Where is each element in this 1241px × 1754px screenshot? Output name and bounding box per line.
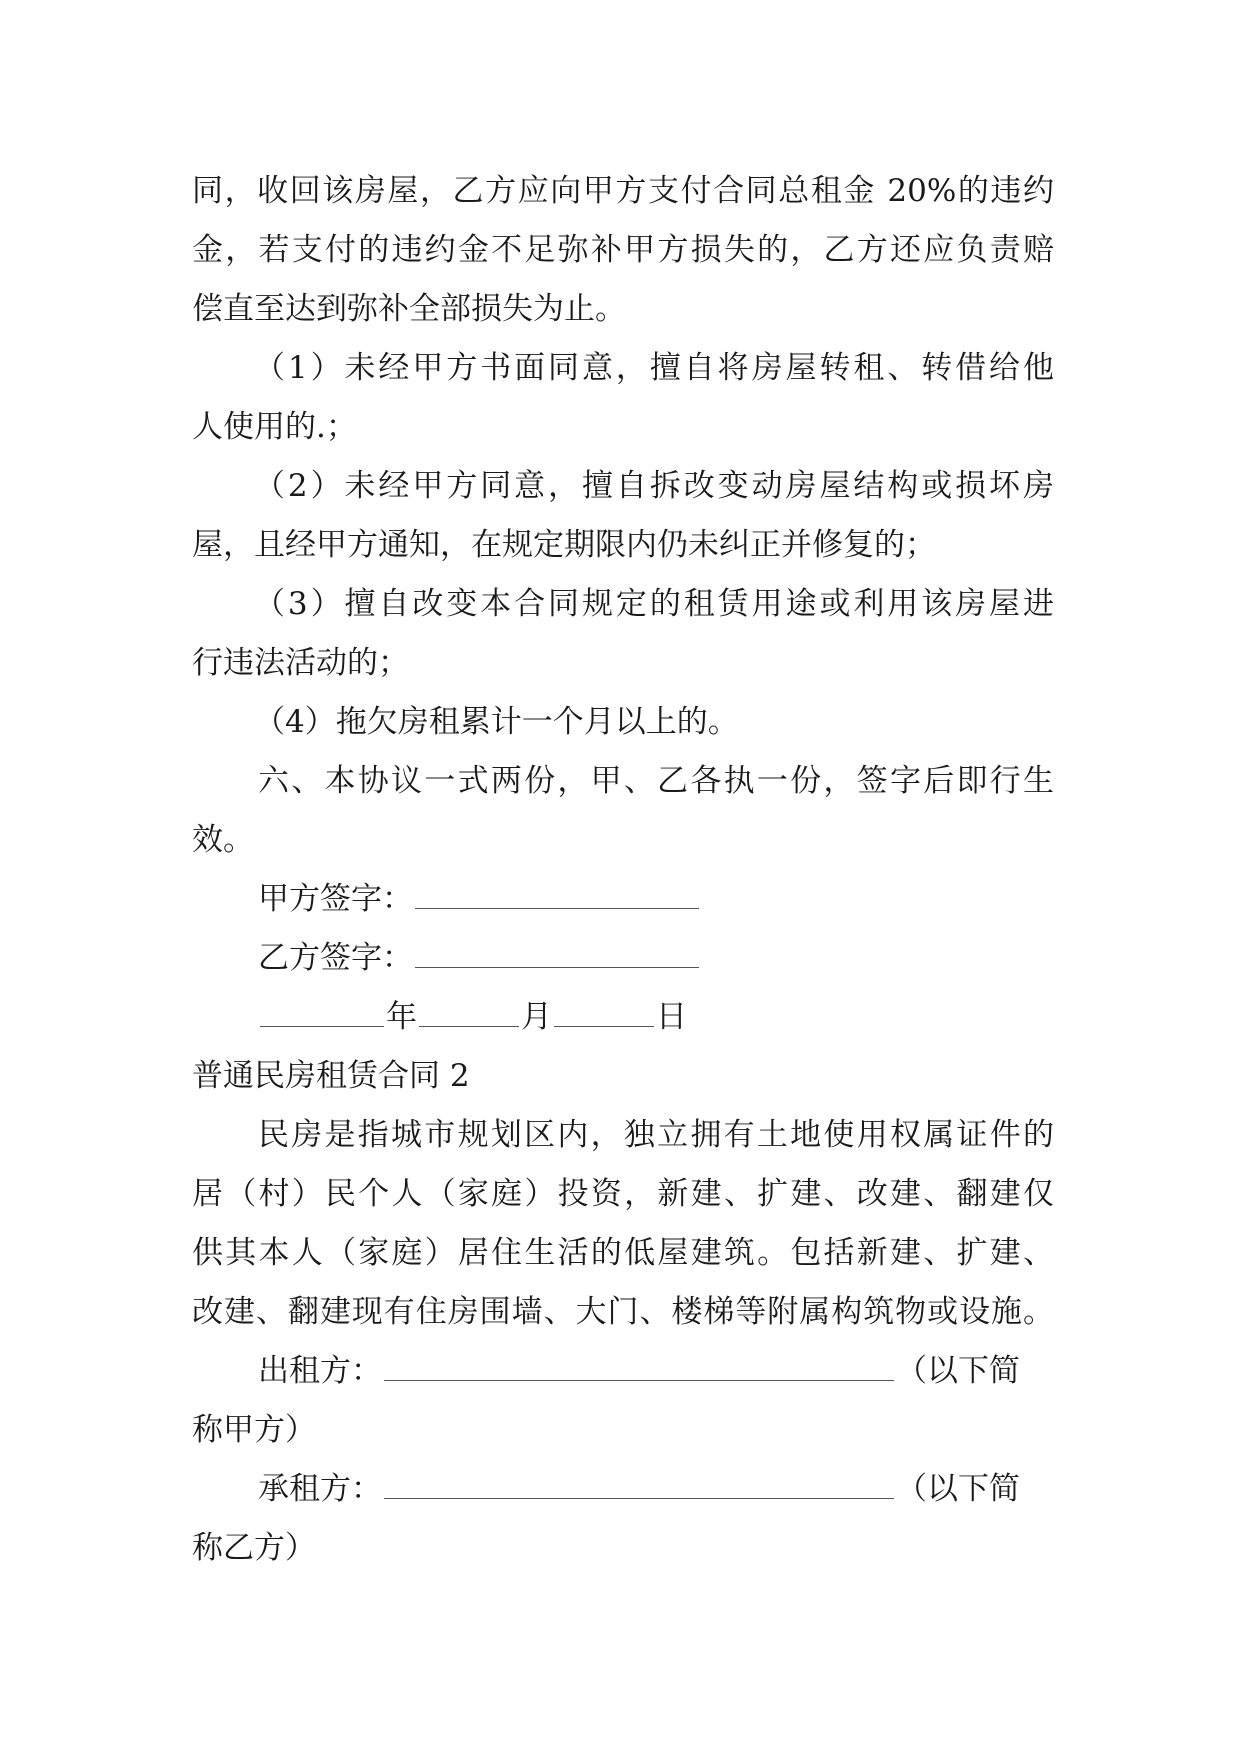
signature-label-party-b: 乙方签字： (258, 940, 413, 976)
year-label: 年 (386, 999, 417, 1035)
clause-item-4: （4）拖欠房租累计一个月以上的。 (254, 704, 739, 740)
clause-item-2-cont: 屋，且经甲方通知，在规定期限内仍未纠正并修复的； (192, 527, 936, 563)
clause-item-3-cont: 行违法活动的； (192, 645, 409, 681)
paragraph-line: 同，收回该房屋，乙方应向甲方支付合同总租金 20%的违约 (192, 173, 1054, 209)
lessee-line (192, 1460, 1054, 1519)
lessee-suffix-cont: 称乙方） (192, 1530, 316, 1566)
signature-blank-party-a[interactable] (415, 878, 699, 909)
signature-blank-party-b[interactable] (415, 937, 699, 968)
signature-line-party-a (192, 870, 1054, 929)
lessee-blank[interactable] (384, 1468, 894, 1499)
date-line (192, 988, 1054, 1047)
lessor-suffix: （以下简 (896, 1353, 1020, 1389)
year-blank[interactable] (260, 996, 384, 1027)
clause-item-3: （3）擅自改变本合同规定的租赁用途或利用该房屋进 (254, 586, 1054, 622)
lessor-suffix-cont: 称甲方） (192, 1412, 316, 1448)
paragraph-line: 金，若支付的违约金不足弥补甲方损失的，乙方还应负责赔 (192, 232, 1054, 268)
intro-line: 民房是指城市规划区内，独立拥有土地使用权属证件的 (258, 1117, 1054, 1153)
lessor-label: 出租方： (258, 1353, 382, 1389)
lessee-label: 承租方： (258, 1471, 382, 1507)
lessor-line (192, 1342, 1054, 1401)
day-blank[interactable] (554, 996, 654, 1027)
signature-line-party-b (192, 929, 1054, 988)
clause-6-cont: 效。 (192, 822, 254, 858)
intro-line: 居（村）民个人（家庭）投资，新建、扩建、改建、翻建仅 (192, 1176, 1054, 1212)
month-blank[interactable] (419, 996, 519, 1027)
paragraph-line: 偿直至达到弥补全部损失为止。 (192, 291, 626, 327)
clause-item-1-cont: 人使用的.； (192, 409, 357, 445)
signature-label-party-a: 甲方签字： (258, 881, 413, 917)
lessor-blank[interactable] (384, 1350, 894, 1381)
clause-item-1: （1）未经甲方书面同意，擅自将房屋转租、转借给他 (254, 350, 1054, 386)
section-title: 普通民房租赁合同 2 (192, 1058, 470, 1094)
month-label: 月 (521, 999, 552, 1035)
day-label: 日 (656, 999, 687, 1035)
lessee-suffix: （以下简 (896, 1471, 1020, 1507)
clause-item-2: （2）未经甲方同意，擅自拆改变动房屋结构或损坏房 (254, 468, 1054, 504)
document-body (192, 162, 1054, 1578)
clause-6: 六、本协议一式两份，甲、乙各执一份，签字后即行生 (258, 763, 1054, 799)
intro-line: 供其本人（家庭）居住生活的低屋建筑。包括新建、扩建、 (192, 1235, 1054, 1271)
intro-line: 改建、翻建现有住房围墙、大门、楼梯等附属构筑物或设施。 (192, 1294, 1054, 1330)
